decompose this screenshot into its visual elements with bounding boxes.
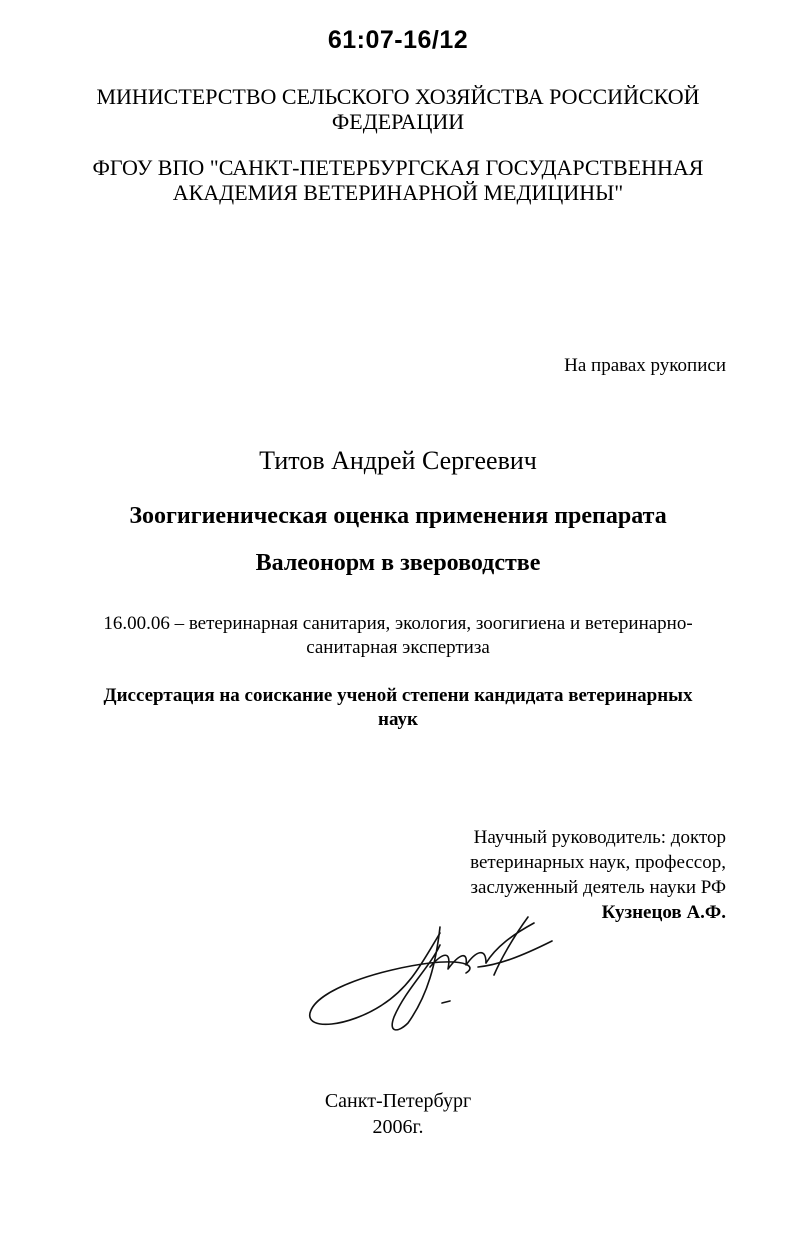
ministry-name [0, 84, 796, 134]
document-code: 61:07-16/12 [327, 26, 469, 54]
rights-note: На правах рукописи [564, 355, 726, 376]
supervisor-line: ветеринарных наук, профессор, [470, 852, 726, 873]
signature-image [290, 905, 570, 1040]
supervisor-line: заслуженный деятель науки РФ [470, 877, 726, 898]
supervisor-name: Кузнецов А.Ф. [601, 902, 726, 923]
city: Санкт-Петербург [324, 1090, 472, 1112]
author-name: Титов Андрей Сергеевич [259, 446, 537, 475]
degree-line: наук [378, 709, 418, 730]
dissertation-title [0, 493, 796, 587]
ministry-line: МИНИСТЕРСТВО СЕЛЬСКОГО ХОЗЯЙСТВА РОССИЙСКОЙ [96, 84, 700, 109]
specialty-code [0, 612, 796, 660]
specialty-line: 16.00.06 – ветеринарная санитария, экология, зоогигиена и ветеринарно- [103, 613, 693, 634]
title-line: Валеонорм в звероводстве [255, 550, 541, 576]
year: 2006г. [372, 1116, 424, 1138]
city-year [0, 1088, 796, 1140]
academy-line: АКАДЕМИЯ ВЕТЕРИНАРНОЙ МЕДИЦИНЫ" [172, 180, 624, 205]
academy-line: ФГОУ ВПО "САНКТ-ПЕТЕРБУРГСКАЯ ГОСУДАРСТВЕННАЯ [92, 155, 704, 180]
degree-line: Диссертация на соискание ученой степени кандидата ветеринарных [103, 685, 693, 706]
academy-name [0, 155, 796, 205]
supervisor-line: Научный руководитель: доктор [473, 827, 726, 848]
specialty-line: санитарная экспертиза [306, 637, 490, 658]
ministry-line: ФЕДЕРАЦИИ [331, 109, 465, 134]
title-line: Зоогигиеническая оценка применения препарата [129, 503, 667, 529]
dissertation-degree [0, 684, 796, 732]
